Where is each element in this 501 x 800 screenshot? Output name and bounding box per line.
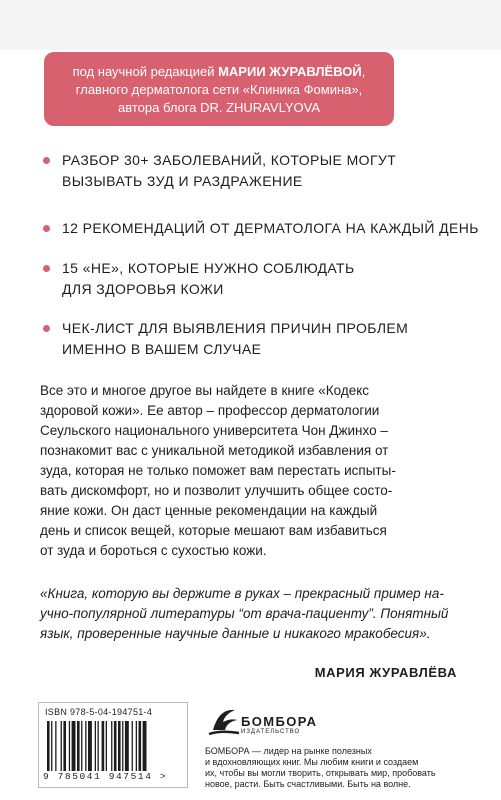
description-line: от зуда и бороться с сухостью кожи. [40,543,267,558]
banner-editor-name: МАРИИ ЖУРАВЛЁВОЙ [218,64,362,79]
editor-banner [44,52,394,126]
banner-line-3: автора блога DR. ZHURAVLYOVA [118,100,320,115]
bombora-logo-icon [205,700,245,740]
banner-line-1 [44,63,394,81]
bullet-dot-icon [43,225,50,232]
top-strip [0,0,501,50]
description-line: яние кожи. Он даст ценные рекомендации на каждый [40,503,378,518]
publisher-desc-line: новое, расти. Быть счастливыми. Быть на волне. [205,779,411,789]
quote-line: язык, проверенные научные данные и никакого мракобесия». [40,626,431,641]
barcode-digits: 9 785041 947514 > [43,771,168,782]
quote-line: «Книга, которую вы держите в руках – прекрасный пример на- [40,586,444,601]
banner-suffix: , [361,64,366,79]
description-line: вать дискомфорт, но и позволит улучшить общее состо- [40,483,393,498]
description-line: познакомит вас с уникальной методикой избавления от [40,443,389,458]
publisher-desc-line: БОМБОРА — лидер на рынке полезных [205,746,372,756]
bullet-dot-icon [43,265,50,272]
feature-item [40,150,396,192]
feature-item [40,218,479,239]
feature-item [40,318,408,360]
publisher-desc-line: и вдохновляющих книг. Мы любим книги и создаем [205,757,419,767]
publisher-subtitle: ИЗДАТЕЛЬСТВО [241,729,301,735]
description-line: Все это и многое другое вы найдете в книге «Кодекс [40,383,370,398]
barcode-block [38,702,188,788]
feature-text-line: 15 «НЕ», КОТОРЫЕ НУЖНО СОБЛЮДАТЬ [62,260,355,276]
description-line: зуда, которая не только поможет вам перестать испыты- [40,463,396,478]
isbn-label: ISBN 978-5-04-194751-4 [45,707,153,717]
banner-line-2: главного дерматолога сети «Клиника Фомина», [75,82,363,97]
description-line: Сеульского национального университета Чон Джинхо – [40,423,388,438]
feature-text-line: 12 РЕКОМЕНДАЦИЙ ОТ ДЕРМАТОЛОГА НА КАЖДЫЙ ДЕНЬ [62,220,479,236]
feature-text-line: ДЛЯ ЗДОРОВЬЯ КОЖИ [62,281,224,297]
bullet-dot-icon [43,325,50,332]
feature-item [40,258,355,300]
publisher-desc-line: их, чтобы вы могли творить, открывать мир, пробовать [205,768,436,778]
feature-text-line: ВЫЗЫВАТЬ ЗУД И РАЗДРАЖЕНИЕ [62,173,303,189]
publisher-description [205,746,465,790]
feature-text-line: РАЗБОР 30+ ЗАБОЛЕВАНИЙ, КОТОРЫЕ МОГУТ [62,152,397,168]
bullet-dot-icon [43,157,50,164]
feature-text-line: ИМЕННО В ВАШЕМ СЛУЧАЕ [62,341,262,357]
review-quote [40,584,458,644]
barcode-icon [47,721,179,771]
feature-text-line: ЧЕК-ЛИСТ ДЛЯ ВЫЯВЛЕНИЯ ПРИЧИН ПРОБЛЕМ [62,320,409,336]
description-line: день и список вещей, которые мешают вам избавиться [40,523,387,538]
book-description [40,381,458,561]
banner-prefix: под научной редакцией [72,64,219,79]
quote-author: МАРИЯ ЖУРАВЛЁВА [314,665,457,680]
publisher-name: БОМБОРА [241,714,318,729]
description-line: здоровой кожи». Ее автор – профессор дерматологии [40,403,380,418]
quote-line: учно-популярной литературы “от врача-пациенту”. Понятный [40,606,449,621]
